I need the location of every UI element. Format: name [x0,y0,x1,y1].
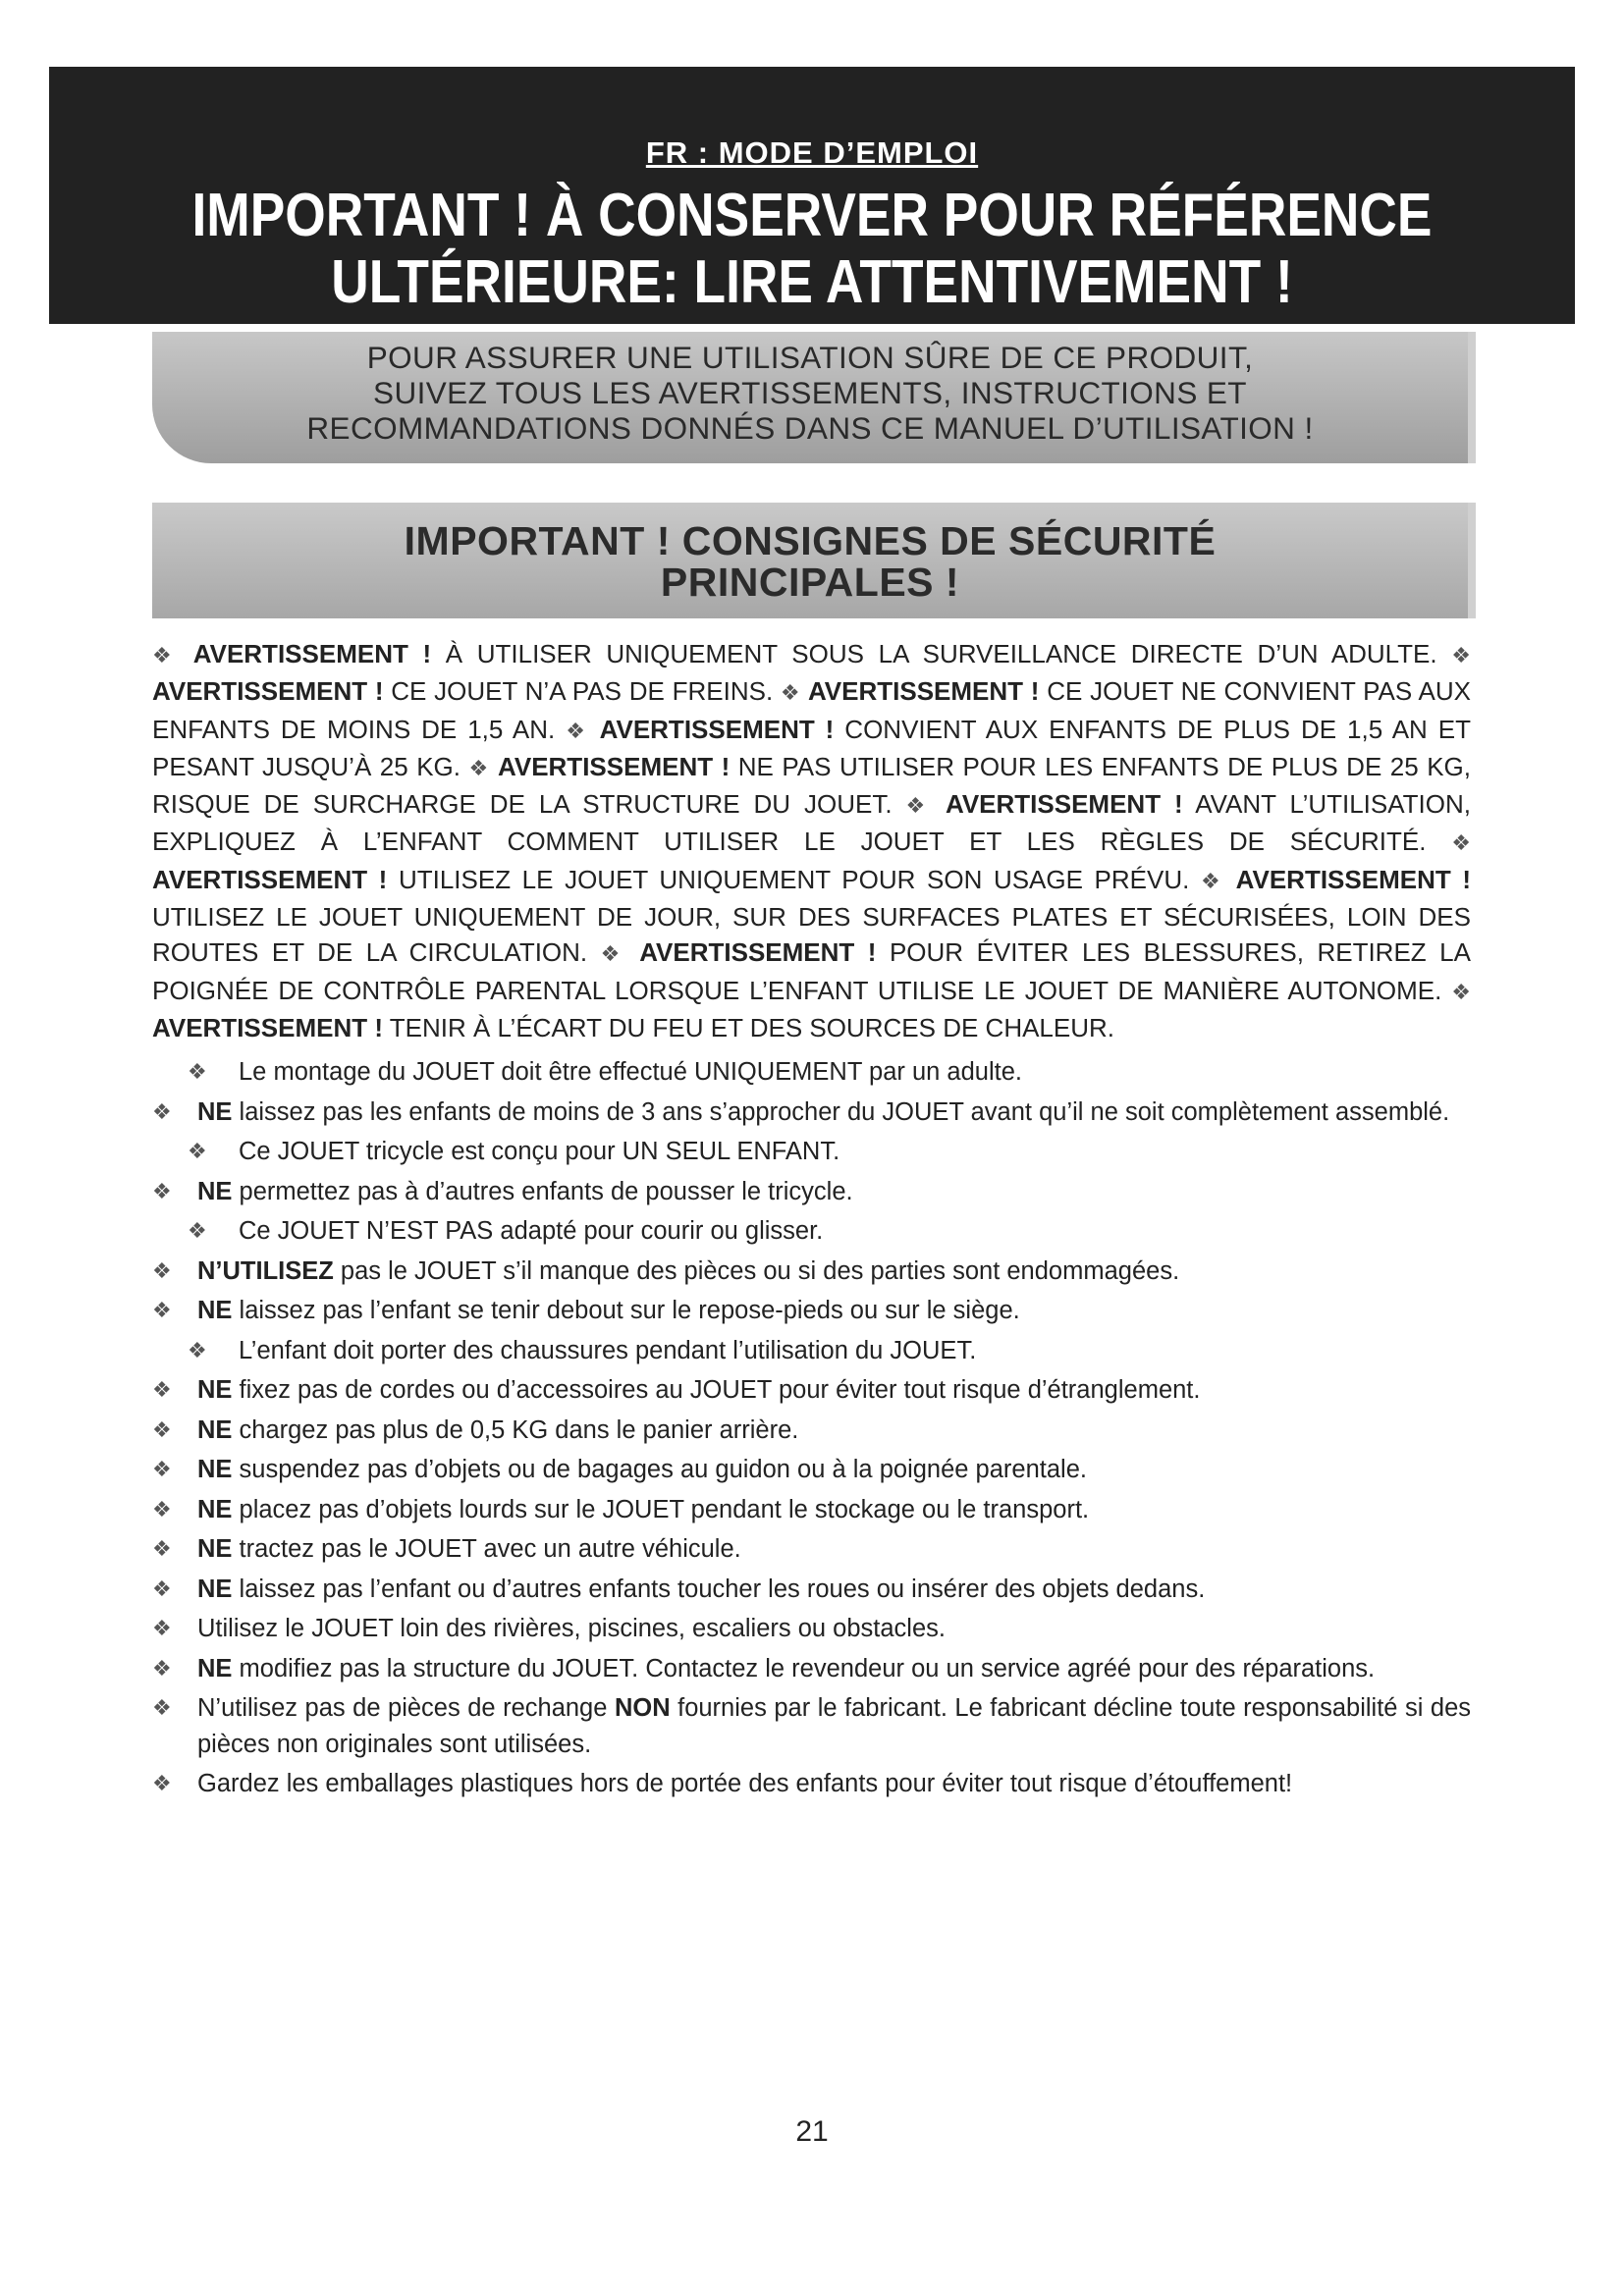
header-title-line1: IMPORTANT ! À CONSERVER POUR RÉFÉRENCE [191,182,1433,249]
list-item [152,1690,1471,1762]
section-title-line1: IMPORTANT ! CONSIGNES DE SÉCURITÉ [404,518,1217,563]
diamond-bullet-icon: ❖ [152,1098,172,1124]
warning-label: AVERTISSEMENT ! [498,751,731,781]
item-text: laissez pas les enfants de moins de 3 ans s’approcher du JOUET avant qu’il ne soit complètement assemblé. [232,1097,1450,1126]
warning-text: UTILISEZ LE JOUET UNIQUEMENT POUR SON USAGE PRÉVU. [387,864,1201,894]
item-text: fixez pas de cordes ou d’accessoires au JOUET pour éviter tout risque d’étranglement. [232,1376,1201,1404]
item-bold: NE [197,1654,233,1682]
warning-label: AVERTISSEMENT ! [192,639,432,668]
warning-text: CE JOUET NE CONVIENT PAS AUX ENFANTS DE MOINS DE 1,5 AN. [152,676,1471,744]
diamond-bullet-icon: ❖ [566,718,589,743]
header-title-line2: ULTÉRIEURE: LIRE ATTENTIVEMENT ! [331,248,1293,316]
notice-line3: RECOMMANDATIONS DONNÉS DANS CE MANUEL D’UTILISATION ! [306,410,1314,446]
diamond-bullet-icon: ❖ [188,1218,207,1243]
list-item [152,1531,1471,1568]
warning-text: À UTILISER UNIQUEMENT SOUS LA SURVEILLANCE DIRECTE D’UN ADULTE. [431,639,1452,668]
warning-text: AVANT L’UTILISATION, EXPLIQUEZ À L’ENFANT COMMENT UTILISER LE JOUET ET LES RÈGLES DE SÉCURITÉ. [152,789,1471,857]
diamond-bullet-icon: ❖ [152,1771,172,1795]
list-item [152,1134,1471,1170]
warning-text: UTILISEZ LE JOUET UNIQUEMENT DE JOUR, SUR DES SURFACES PLATES ET SÉCURISÉES, LOIN DES ROUTES ET DE LA CIRCULATION. [152,902,1471,968]
warning-label: AVERTISSEMENT ! [152,864,388,894]
diamond-bullet-icon: ❖ [152,1257,172,1283]
item-text: placez pas d’objets lourds sur le JOUET pendant le stockage ou le transport. [232,1495,1090,1523]
page-number: 21 [795,2115,829,2148]
diamond-bullet-icon: ❖ [152,1616,172,1640]
item-text: modifiez pas la structure du JOUET. Contactez le revendeur ou un service agréé pour des réparations. [232,1654,1376,1682]
item-text: Utilisez le JOUET loin des rivières, piscines, escaliers ou obstacles. [197,1615,946,1642]
item-text: suspendez pas d’objets ou de bagages au guidon ou à la poignée parentale. [232,1456,1087,1483]
list-item [152,1766,1471,1802]
notice-line1: POUR ASSURER UNE UTILISATION SÛRE DE CE PRODUIT, [366,340,1254,375]
notice-line2: SUIVEZ TOUS LES AVERTISSEMENTS, INSTRUCTIONS ET [373,375,1247,410]
list-item [152,1174,1471,1210]
list-item [152,1611,1471,1647]
item-text: chargez pas plus de 0,5 KG dans le panier arrière. [232,1415,799,1444]
item-text: Ce JOUET tricycle est conçu pour UN SEUL ENFANT. [239,1138,840,1165]
warning-label: AVERTISSEMENT ! [152,676,384,707]
diamond-bullet-icon: ❖ [152,1536,172,1561]
diamond-bullet-icon: ❖ [1451,643,1471,667]
list-item [152,1293,1471,1329]
warning-text: POUR ÉVITER LES BLESSURES, RETIREZ LA POIGNÉE DE CONTRÔLE PARENTAL LORSQUE L’ENFANT UTILISE LE JOUET DE MANIÈRE AUTONOME. [152,937,1471,1005]
item-text: tractez pas le JOUET avec un autre véhicule. [232,1535,741,1563]
diamond-bullet-icon: ❖ [152,1377,172,1402]
list-item [152,1372,1471,1409]
diamond-bullet-icon: ❖ [152,1298,172,1322]
diamond-bullet-icon: ❖ [188,1139,207,1163]
header-title [156,183,1468,316]
diamond-bullet-icon: ❖ [152,643,180,667]
list-item [152,1333,1471,1369]
list-item [152,1413,1471,1449]
warning-text: TENIR À L’ÉCART DU FEU ET DES SOURCES DE CHALEUR. [382,1012,1115,1042]
item-text-pre: N’utilisez pas de pièces de rechange [197,1694,615,1722]
list-item [152,1651,1471,1687]
item-bold: NE [197,1456,233,1483]
warning-label: AVERTISSEMENT ! [807,676,1040,707]
safety-notice-box [152,332,1468,463]
list-item [152,1095,1471,1131]
safety-instructions-list [152,1054,1471,1806]
warning-label: AVERTISSEMENT ! [945,789,1183,820]
warning-text: NE PAS UTILISER POUR LES ENFANTS DE PLUS DE 25 KG, RISQUE DE SURCHARGE DE LA STRUCTURE DU JOUET. [152,751,1471,820]
item-bold: N’UTILISEZ [197,1256,334,1285]
warning-label: AVERTISSEMENT ! [1235,864,1471,894]
header-banner [49,67,1575,324]
item-text: L’enfant doit porter des chaussures pendant l’utilisation du JOUET. [239,1336,977,1364]
diamond-bullet-icon: ❖ [780,680,801,706]
list-item [152,1572,1471,1608]
diamond-bullet-icon: ❖ [152,1457,172,1481]
item-bold: NE [197,1575,233,1603]
warnings-paragraph [152,636,1471,1045]
diamond-bullet-icon: ❖ [188,1059,207,1084]
warning-text: CE JOUET N’A PAS DE FREINS. [383,676,781,707]
diamond-bullet-icon: ❖ [152,1178,172,1203]
diamond-bullet-icon: ❖ [600,941,626,967]
diamond-bullet-icon: ❖ [1200,868,1225,893]
warning-text: CONVIENT AUX ENFANTS DE PLUS DE 1,5 AN ET PESANT JUSQU’À 25 KG. [152,714,1471,781]
section-heading [152,503,1468,618]
diamond-bullet-icon: ❖ [1451,979,1471,1004]
warning-label: AVERTISSEMENT ! [599,714,835,744]
section-title-line2: PRINCIPALES ! [660,560,960,605]
item-bold: NE [197,1415,233,1444]
diamond-bullet-icon: ❖ [1451,830,1471,856]
diamond-bullet-icon: ❖ [152,1496,172,1522]
diamond-bullet-icon: ❖ [152,1416,172,1442]
list-item [152,1492,1471,1528]
warning-label: AVERTISSEMENT ! [152,1012,383,1042]
header-subtitle: FR : MODE D’EMPLOI [645,135,979,170]
diamond-bullet-icon: ❖ [188,1337,207,1362]
item-bold: NE [197,1097,233,1126]
item-text: laissez pas l’enfant ou d’autres enfants toucher les roues ou insérer des objets dedans. [232,1575,1206,1603]
list-item [152,1054,1471,1091]
diamond-bullet-icon: ❖ [905,793,933,819]
notice-edge-decoration [1468,332,1476,463]
list-item [152,1452,1471,1488]
warning-item [152,639,1451,668]
item-bold: NE [197,1495,233,1523]
item-text: Le montage du JOUET doit être effectué UNIQUEMENT par un adulte. [239,1058,1022,1086]
list-item [152,1254,1471,1290]
diamond-bullet-icon: ❖ [468,755,490,780]
item-bold: NE [197,1297,233,1324]
item-text: laissez pas l’enfant se tenir debout sur le repose-pieds ou sur le siège. [232,1297,1020,1324]
item-text: permettez pas à d’autres enfants de pousser le tricycle. [232,1177,853,1205]
item-text: pas le JOUET s’il manque des pièces ou si des parties sont endommagées. [333,1256,1180,1285]
warning-label: AVERTISSEMENT ! [639,937,877,968]
list-item [152,1213,1471,1250]
item-text: Gardez les emballages plastiques hors de portée des enfants pour éviter tout risque d’étouffement! [197,1770,1293,1797]
diamond-bullet-icon: ❖ [152,1655,172,1681]
item-bold: NE [197,1177,233,1205]
item-text: Ce JOUET N’EST PAS adapté pour courir ou glisser. [239,1217,824,1245]
item-bold: NE [197,1376,233,1404]
heading-edge-decoration [1468,503,1476,618]
diamond-bullet-icon: ❖ [152,1695,172,1720]
item-text: fournies par le fabricant. Le fabricant décline toute responsabilité si des pièces non originales sont utilisées. [197,1694,1472,1758]
item-bold: NE [197,1535,233,1563]
diamond-bullet-icon: ❖ [152,1575,172,1601]
item-bold: NON [614,1694,671,1722]
